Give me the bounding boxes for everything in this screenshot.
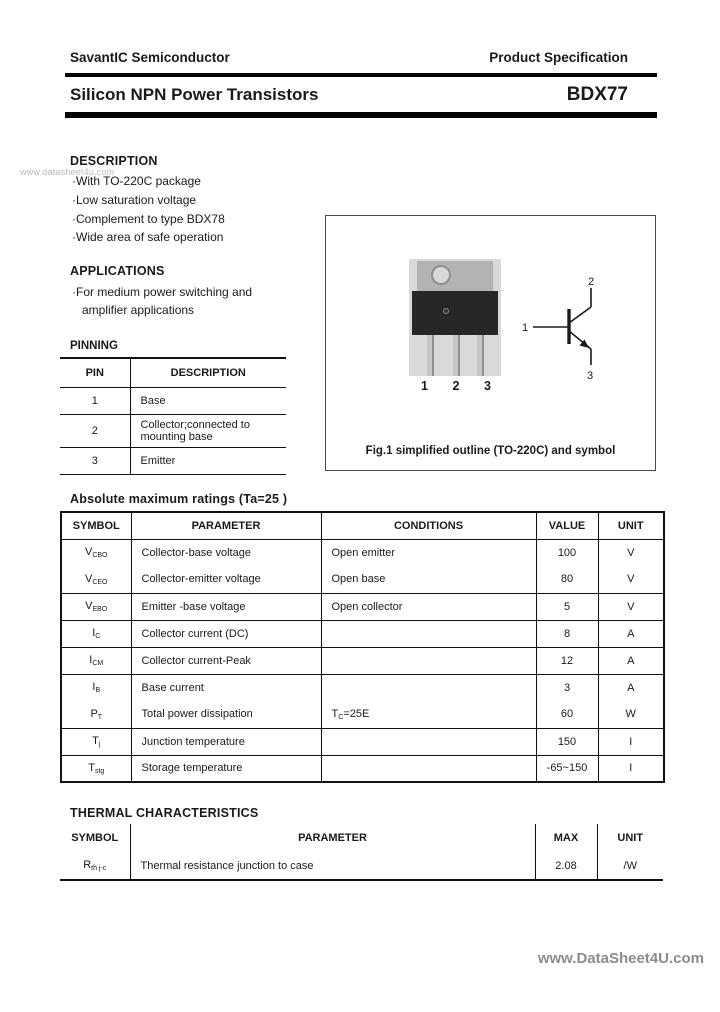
value-cell: 8: [536, 620, 598, 647]
pin-description: Base: [130, 387, 286, 414]
value-cell: -65~150: [536, 755, 598, 782]
table-row: [60, 447, 286, 474]
package-pin-labels: [421, 379, 491, 393]
description-item: ·With TO-220C package: [72, 174, 201, 188]
figure-caption: Fig.1 simplified outline (TO-220C) and symbol: [365, 445, 616, 457]
conditions-cell: [321, 728, 536, 755]
table-row: [61, 620, 664, 647]
symbol-cell: $T_{stg}$: [61, 755, 131, 782]
description-item: ·Low saturation voltage: [72, 192, 197, 207]
description-list: [72, 172, 225, 247]
pinning-heading: PINNING: [70, 340, 118, 352]
value-cell: 3: [536, 674, 598, 701]
symbol-cell: $I_B$: [61, 674, 131, 701]
table-row: [60, 414, 286, 447]
parameter-cell: Emitter -base voltage: [131, 593, 321, 620]
value-cell: 150: [536, 728, 598, 755]
symbol-cell: $V_{EBO}$: [61, 593, 131, 620]
unit-cell: A: [598, 620, 664, 647]
pinning-table: [60, 357, 286, 475]
unit-cell: V: [598, 566, 664, 593]
parameter-cell: Collector-emitter voltage: [131, 566, 321, 593]
unit-cell: V: [598, 593, 664, 620]
footer-site-link: www.DataSheet4U.com: [537, 950, 704, 967]
max-cell: 2.08: [535, 852, 597, 880]
pin-number: 1: [60, 387, 130, 414]
symbol-cell: $V_{CEO}$: [61, 566, 131, 593]
pinning-col-pin: PIN: [60, 358, 130, 387]
table-row: [61, 701, 664, 728]
pin-number: 2: [60, 414, 130, 447]
package-lead: [427, 335, 434, 376]
parameter-cell: Base current: [131, 674, 321, 701]
table-row: [61, 728, 664, 755]
unit-cell: I: [598, 728, 664, 755]
value-cell: 12: [536, 647, 598, 674]
col-symbol: SYMBOL: [60, 824, 130, 852]
col-unit: UNIT: [617, 832, 644, 844]
symbol-cell: $R_{th j-c}$: [60, 852, 130, 880]
col-max: MAX: [535, 824, 597, 852]
title-row: [70, 84, 628, 106]
parameter-cell: Collector current (DC): [131, 620, 321, 647]
thermal-header-row: [60, 824, 663, 852]
unit-cell: I: [598, 755, 664, 782]
col-conditions: CONDITIONS: [321, 512, 536, 539]
parameter-cell: Collector-base voltage: [131, 539, 321, 566]
pin-description: Emitter: [130, 447, 286, 474]
applications-line: amplifier applications: [82, 303, 195, 317]
parameter-cell: Total power dissipation: [131, 701, 321, 728]
col-unit: UNIT: [598, 512, 664, 539]
applications-heading: APPLICATIONS: [70, 264, 165, 278]
unit-cell: V: [627, 546, 635, 559]
conditions-cell: [321, 647, 536, 674]
conditions-cell: [321, 620, 536, 647]
description-heading: DESCRIPTION: [70, 154, 158, 168]
package-photo: [409, 259, 501, 376]
symbol-cell: $I_C$: [61, 620, 131, 647]
value-cell: 100: [536, 539, 598, 566]
value-cell: 80: [536, 566, 598, 593]
pin-label-2: 2: [452, 379, 460, 393]
description-item: ·Wide area of safe operation: [72, 230, 224, 245]
header: [70, 50, 628, 65]
package-marking-dot: [443, 308, 449, 314]
table-row: [60, 387, 286, 414]
table-row: [61, 755, 664, 782]
symbol-cell: $P_T$: [61, 701, 131, 728]
parameter-cell: Collector current-Peak: [131, 647, 321, 674]
unit-cell: A: [627, 681, 635, 694]
unit-cell: /W: [623, 859, 637, 872]
pinning-header-row: [60, 358, 286, 387]
value-cell: 60: [536, 701, 598, 728]
table-row: [61, 674, 664, 701]
pin-label-3: 3: [484, 379, 491, 393]
col-parameter: PARAMETER: [131, 512, 321, 539]
col-parameter: PARAMETER: [130, 824, 535, 852]
package-mounting-hole: [431, 265, 451, 285]
symbol-cell: $I_{CM}$: [61, 647, 131, 674]
abs-ratings-table: [60, 511, 665, 783]
conditions-cell: Open collector: [321, 593, 536, 620]
pin-label-1: 1: [421, 379, 428, 393]
applications-line: ·For medium power switching and: [72, 285, 253, 299]
abs-ratings-header-row: [61, 512, 664, 539]
symbol-cell: $V_{CBO}$: [61, 539, 131, 566]
conditions-cell: Open base: [321, 566, 536, 593]
watermark-link: www.datasheet4u.com: [20, 167, 115, 177]
table-row: [60, 852, 663, 880]
symbol-pin-3-label: 3: [587, 370, 594, 382]
parameter-cell: Storage temperature: [131, 755, 321, 782]
table-row: [61, 539, 664, 566]
table-row: [61, 566, 664, 593]
pin-description: Collector;connected to mounting base: [130, 414, 286, 447]
abs-ratings-heading: Absolute maximum ratings (Ta=25 ): [70, 492, 288, 506]
symbol-pin-2-label: 2: [588, 276, 595, 288]
description-item: ·Complement to type BDX78: [72, 211, 225, 226]
table-row: [61, 647, 664, 674]
pinning-col-description: DESCRIPTION: [130, 358, 286, 387]
header-rule-top: [65, 73, 657, 77]
unit-cell: W: [598, 701, 664, 728]
figure-box: [325, 215, 656, 471]
unit-cell: A: [598, 647, 664, 674]
symbol-pin-1-label: 1: [522, 322, 529, 334]
doc-type-label: Product Specification: [489, 50, 628, 65]
value-cell: 5: [536, 593, 598, 620]
package-lead: [477, 335, 484, 376]
package-lead: [453, 335, 460, 376]
npn-symbol: [521, 271, 621, 386]
conditions-cell: $T_C=25E$: [321, 701, 536, 728]
conditions-cell: [321, 755, 536, 782]
page-title: Silicon NPN Power Transistors: [70, 85, 319, 104]
header-rule-bottom: [65, 112, 657, 118]
conditions-cell: [321, 674, 536, 701]
thermal-heading: THERMAL CHARACTERISTICS: [70, 806, 259, 820]
parameter-cell: Junction temperature: [131, 728, 321, 755]
package-body: [412, 291, 498, 335]
part-number: BDX77: [566, 84, 628, 105]
pin-number: 3: [60, 447, 130, 474]
col-symbol: SYMBOL: [61, 512, 131, 539]
symbol-cell: $T_j$: [61, 728, 131, 755]
company-name: SavantIC Semiconductor: [70, 50, 230, 65]
parameter-cell: Thermal resistance junction to case: [130, 852, 535, 880]
thermal-table: [60, 824, 663, 881]
col-value: VALUE: [536, 512, 598, 539]
conditions-cell: Open emitter: [321, 539, 536, 566]
table-row: [61, 593, 664, 620]
